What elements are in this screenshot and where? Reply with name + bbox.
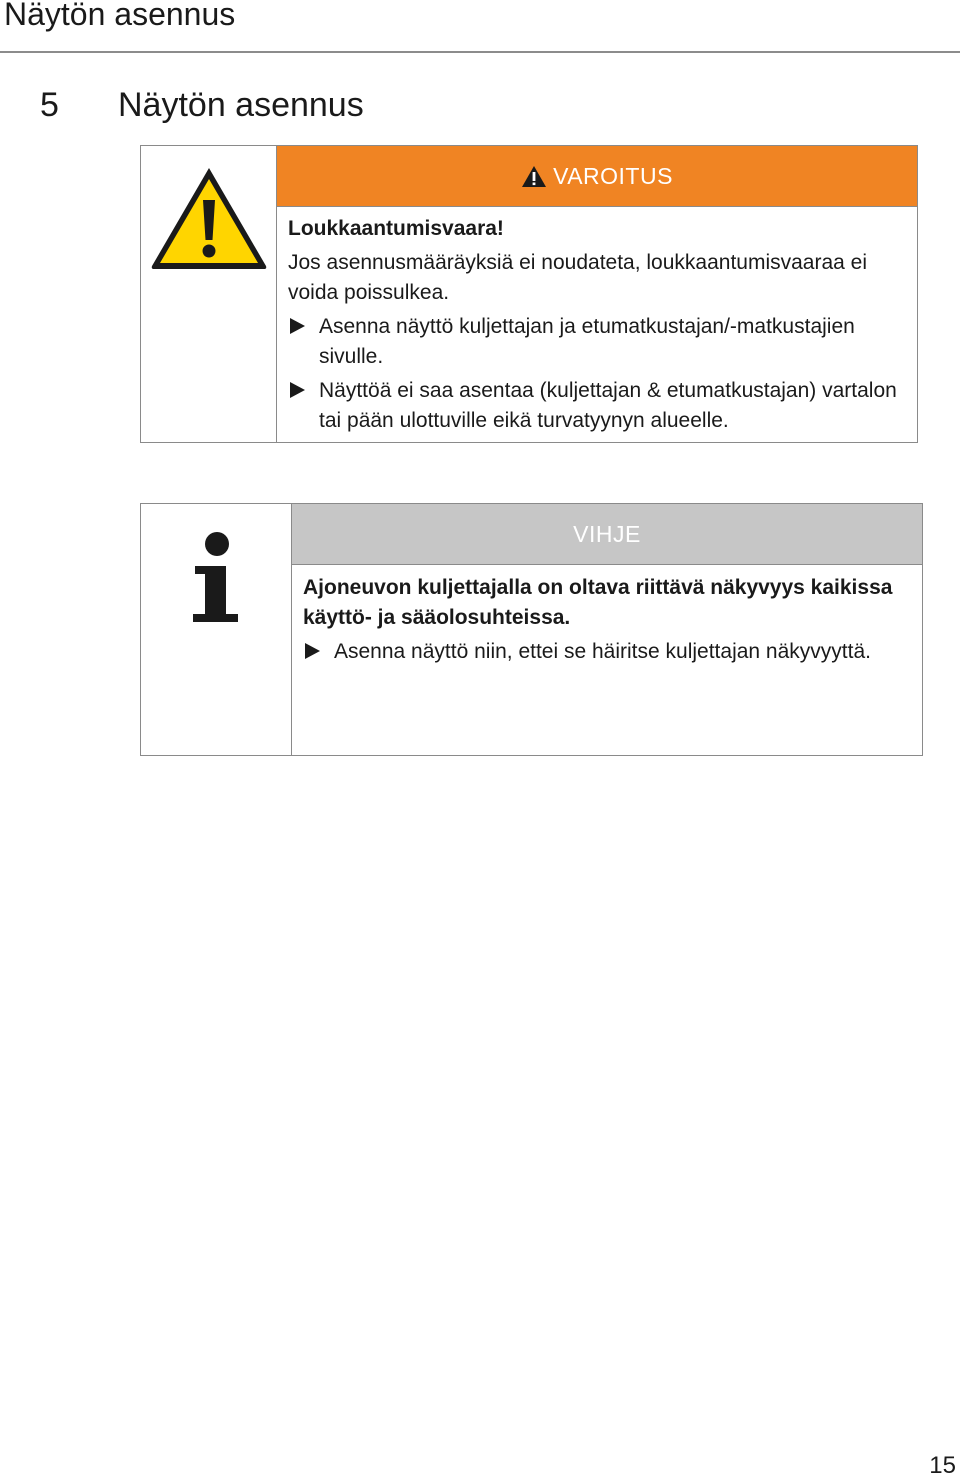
warning-icon-cell <box>141 146 277 442</box>
warning-box <box>140 145 918 443</box>
warning-step <box>288 312 907 372</box>
arrow-right-icon <box>305 643 320 659</box>
info-icon <box>191 530 243 626</box>
note-content <box>303 573 910 667</box>
warning-step <box>288 376 907 436</box>
note-header <box>292 504 922 565</box>
note-heading: Ajoneuvon kuljettajalla on oltava riittävä näkyvyys kaikissa käyttö- ja sääolosuhteissa. <box>303 576 893 629</box>
warning-heading: Loukkaantumisvaara! <box>288 217 504 240</box>
page-number: 15 <box>929 1452 956 1479</box>
arrow-right-icon <box>290 318 305 334</box>
note-icon-cell <box>141 504 292 755</box>
warning-step-text: Asenna näyttö kuljettajan ja etumatkustajan/-matkustajien sivulle. <box>319 315 855 368</box>
section-number: 5 <box>40 86 59 124</box>
note-label: VIHJE <box>573 520 641 547</box>
section-title: Näytön asennus <box>118 86 364 124</box>
note-step <box>303 637 910 667</box>
warning-triangle-icon <box>148 164 270 272</box>
note-box <box>140 503 923 756</box>
warning-text: Jos asennusmääräyksiä ei noudateta, loukkaantumisvaaraa ei voida poissulkea. <box>288 251 868 304</box>
running-head: Näytön asennus <box>4 0 236 32</box>
warning-header <box>277 146 917 207</box>
header-divider <box>0 51 960 53</box>
warning-label: VAROITUS <box>553 162 673 189</box>
arrow-right-icon <box>290 382 305 398</box>
note-step-text: Asenna näyttö niin, ettei se häiritse kuljettajan näkyvyyttä. <box>334 640 871 663</box>
warning-content <box>288 214 907 436</box>
warning-step-text: Näyttöä ei saa asentaa (kuljettajan & etumatkustajan) vartalon tai pään ulottuville eikä turvatyynyn alueelle. <box>319 379 897 432</box>
warning-small-icon <box>521 165 547 188</box>
section-heading <box>40 86 364 125</box>
